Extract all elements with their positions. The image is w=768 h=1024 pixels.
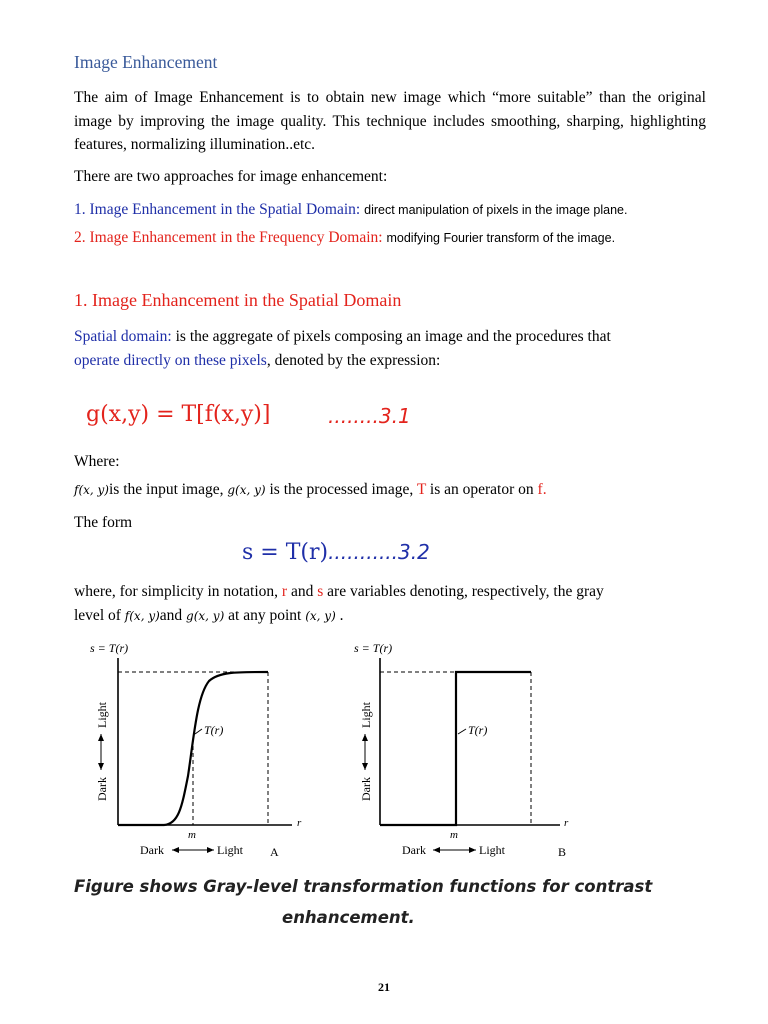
equation-3-2-number: ...........3.2 <box>328 540 430 564</box>
variables-text-6: at any point <box>224 607 306 624</box>
figure-b-m: m <box>450 829 458 841</box>
figure-a-curve-label: T(r) <box>204 723 224 737</box>
approach-1-desc: direct manipulation of pixels in the image plane. <box>364 203 628 217</box>
approaches-intro: There are two approaches for image enhancement: <box>74 168 388 185</box>
figure-b <box>350 636 580 866</box>
figure-b-y-light: Light <box>359 702 373 728</box>
variables-text-7: . <box>335 607 344 624</box>
figure-b-r: r <box>564 817 569 829</box>
figure-a-x-dark: Dark <box>140 843 164 857</box>
variables-xy: (x, y) <box>305 609 336 623</box>
equation-3-2 <box>242 540 430 565</box>
figure-a-y-light: Light <box>95 702 109 728</box>
figure-b-y-dark: Dark <box>359 777 373 801</box>
intro-paragraph: The aim of Image Enhancement is to obtain new image which “more suitable” than the original image by improving the image quality. This technique includes smoothing, sharping, highlighting features, normalizing illumination..etc. <box>74 89 706 153</box>
variables-text-4: level of <box>74 607 125 624</box>
figure-a-ylabel: s = T(r) <box>90 641 129 655</box>
page-title: Image Enhancement <box>74 52 218 72</box>
approach-1-label: 1. Image Enhancement in the Spatial Domain: <box>74 201 361 218</box>
variables-text-2: and <box>287 583 318 600</box>
where-text-3: is an operator on <box>426 481 538 498</box>
where-f: f(x, y) <box>74 483 109 497</box>
variables-paragraph-line-2 <box>74 604 706 629</box>
equation-3-1-formula: g(x,y) = T[f(x,y)] <box>86 402 271 427</box>
figure-caption-line-2: enhancement. <box>282 908 415 927</box>
figure-a-r: r <box>297 817 302 829</box>
equation-3-2-formula: s = T(r) <box>242 540 329 565</box>
approach-2-label: 2. Image Enhancement in the Frequency Domain: <box>74 229 383 246</box>
where-f-var: f. <box>537 481 547 498</box>
where-text-1: is the input image, <box>108 481 228 498</box>
spatial-definition <box>74 325 706 372</box>
where-label: Where: <box>74 453 120 470</box>
where-T: T <box>416 481 427 498</box>
figure-b-x-dark: Dark <box>402 843 426 857</box>
where-text-2: is the processed image, <box>265 481 417 498</box>
approach-2-desc: modifying Fourier transform of the image. <box>386 231 616 245</box>
figure-caption-line-1: Figure shows Gray-level transformation functions for contrast <box>74 877 653 896</box>
variables-text-5: and <box>159 607 187 624</box>
approach-1 <box>74 198 706 223</box>
figure-a-x-light: Light <box>217 843 243 857</box>
variables-text-1: where, for simplicity in notation, <box>74 583 282 600</box>
figure-b-ylabel: s = T(r) <box>354 641 393 655</box>
spatial-emphasis: operate directly on these pixels <box>74 351 267 369</box>
variable-s: s <box>317 583 324 600</box>
figure-b-panel: B <box>558 845 567 859</box>
section-heading: 1. Image Enhancement in the Spatial Domain <box>74 290 402 310</box>
equation-3-1 <box>86 402 270 427</box>
equation-3-1-number: ........3.1 <box>328 404 411 428</box>
curve-b <box>380 672 531 825</box>
spatial-text-2: , denoted by the expression: <box>266 351 441 369</box>
spatial-text-1: is the aggregate of pixels composing an image and the procedures that <box>171 328 611 345</box>
figure-b-curve-label: T(r) <box>468 723 488 737</box>
form-label: The form <box>74 514 133 531</box>
where-g: g(x, y) <box>227 483 266 497</box>
page-number: 21 <box>378 980 390 994</box>
variables-g: g(x, y) <box>186 609 225 623</box>
figure-a-m: m <box>188 829 196 841</box>
approach-2 <box>74 226 706 251</box>
spatial-term: Spatial domain: <box>74 328 172 345</box>
figure-a <box>84 636 314 866</box>
where-line <box>74 478 706 503</box>
variables-f: f(x, y) <box>124 609 160 623</box>
figure-a-y-dark: Dark <box>95 777 109 801</box>
figure-b-x-light: Light <box>479 843 505 857</box>
figure-a-panel: A <box>270 845 279 859</box>
variables-text-3: are variables denoting, respectively, the gray <box>323 583 604 600</box>
variable-r: r <box>281 583 288 600</box>
variables-paragraph <box>74 580 706 604</box>
